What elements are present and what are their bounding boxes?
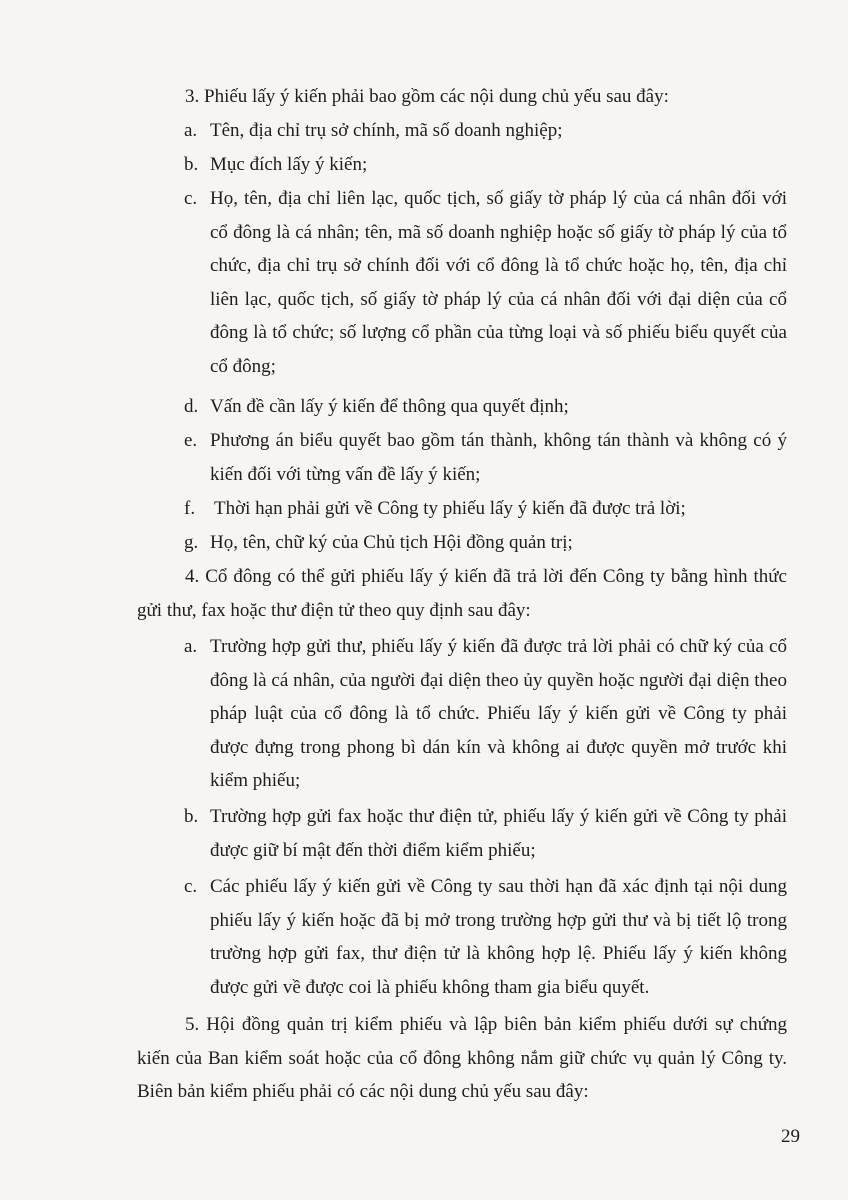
- list-item-4a: [0, 630, 787, 798]
- list-item-3d: [0, 390, 787, 424]
- page-number: 29: [781, 1126, 800, 1147]
- item-mark: e.: [184, 430, 198, 451]
- item-mark: b.: [184, 806, 199, 827]
- item-mark: c.: [184, 188, 198, 209]
- list-item-3f: [0, 492, 787, 526]
- item-text: Trường hợp gửi thư, phiếu lấy ý kiến đã được trả lời phải có chữ ký của cổ đông là cá nhân, của người đại diện theo ủy quyền hoặc người đại diện theo pháp luật của cổ đông là tổ chức. Phiếu lấy ý kiến gửi về Công ty phải được đựng trong phong bì dán kín và không ai được quyền mở trước khi kiểm phiếu;: [210, 636, 787, 792]
- item-text: Họ, tên, địa chỉ liên lạc, quốc tịch, số giấy tờ pháp lý của cá nhân đối với cổ đông là cá nhân; tên, mã số doanh nghiệp hoặc số giấy tờ pháp lý của tổ chức, địa chỉ trụ sở chính đối với cổ đông là tổ chức hoặc họ, tên, địa chỉ liên lạc, quốc tịch, số giấy tờ pháp lý của cá nhân đối với đại diện của cổ đông là tổ chức; số lượng cổ phần của từng loại và số phiếu biểu quyết của cổ đông;: [210, 188, 787, 377]
- item-mark: b.: [184, 154, 199, 175]
- list-item-4c: [0, 870, 787, 1006]
- list-item-3c: [0, 182, 787, 384]
- item-text: Tên, địa chỉ trụ sở chính, mã số doanh nghiệp;: [210, 120, 563, 141]
- list-item-4b: [0, 800, 787, 868]
- item-text: Phương án biểu quyết bao gồm tán thành, không tán thành và không có ý kiến đối với từng vấn đề lấy ý kiến;: [210, 430, 787, 485]
- item-text: Mục đích lấy ý kiến;: [210, 154, 368, 175]
- list-item-3a: [0, 114, 787, 148]
- item-text: Thời hạn phải gửi về Công ty phiếu lấy ý kiến đã được trả lời;: [214, 498, 686, 519]
- list-item-3b: [0, 148, 787, 182]
- item-mark: a.: [184, 120, 198, 141]
- item-mark: a.: [184, 636, 198, 657]
- item-mark: f.: [184, 498, 196, 519]
- item-mark: g.: [184, 532, 199, 553]
- list-item-3e: [0, 424, 787, 492]
- item-mark: c.: [184, 876, 198, 897]
- section-3-heading: 3. Phiếu lấy ý kiến phải bao gồm các nội dung chủ yếu sau đây:: [185, 86, 669, 107]
- list-item-3g: [0, 526, 787, 560]
- section-5-heading: 5. Hội đồng quản trị kiểm phiếu và lập biên bản kiểm phiếu dưới sự chứng kiến của Ban kiểm soát hoặc của cổ đông không nắm giữ chức vụ quản lý Công ty. Biên bản kiểm phiếu phải có các nội dung chủ yếu sau đây:: [137, 1014, 787, 1103]
- item-text: Vấn đề cần lấy ý kiến để thông qua quyết định;: [210, 396, 569, 417]
- item-text: Các phiếu lấy ý kiến gửi về Công ty sau thời hạn đã xác định tại nội dung phiếu lấy ý kiến hoặc đã bị mở trong trường hợp gửi thư và bị tiết lộ trong trường hợp gửi fax, thư điện tử là không hợp lệ. Phiếu lấy ý kiến không được gửi về được coi là phiếu không tham gia biểu quyết.: [210, 876, 787, 998]
- section-4-heading: 4. Cổ đông có thể gửi phiếu lấy ý kiến đã trả lời đến Công ty bằng hình thức gửi thư, fax hoặc thư điện tử theo quy định sau đây:: [137, 566, 787, 621]
- item-mark: d.: [184, 396, 199, 417]
- item-text: Họ, tên, chữ ký của Chủ tịch Hội đồng quản trị;: [210, 532, 573, 553]
- item-text: Trường hợp gửi fax hoặc thư điện tử, phiếu lấy ý kiến gửi về Công ty phải được giữ bí mật đến thời điểm kiểm phiếu;: [210, 806, 787, 861]
